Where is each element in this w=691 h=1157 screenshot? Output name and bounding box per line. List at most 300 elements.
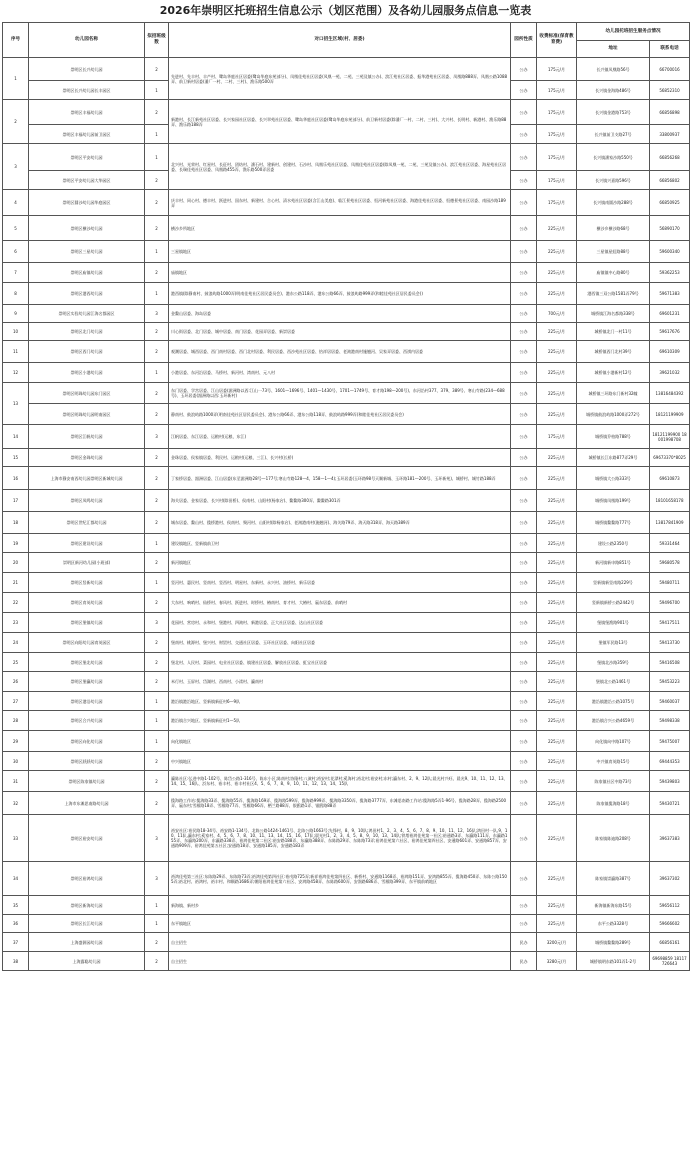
header-no: 序号	[3, 23, 29, 58]
row-number: 8	[3, 283, 29, 305]
school-type: 公办	[511, 58, 537, 81]
service-phone: 59666602	[650, 915, 690, 933]
service-phone: 59453223	[650, 672, 690, 692]
table-row	[3, 58, 690, 81]
row-number: 1	[3, 58, 29, 100]
school-type: 公办	[511, 915, 537, 933]
school-type: 公办	[511, 449, 537, 467]
service-phone: 59480711	[650, 573, 690, 593]
school-type: 公办	[511, 534, 537, 553]
service-address: 竖新镇新竖南路229号	[577, 573, 650, 593]
enrollment-area: 川心街居委、北门居委、城中居委、南门居委、花园弄居委、新崇居委	[169, 323, 511, 341]
school-type: 公办	[511, 100, 537, 125]
school-type: 公办	[511, 383, 537, 404]
school-type: 民办	[511, 933, 537, 952]
school-type: 公办	[511, 593, 537, 613]
service-phone: 69673370*8025	[650, 449, 690, 467]
enrollment-area: 自主招生	[169, 952, 511, 971]
table-row	[3, 771, 690, 792]
class-count: 2	[145, 263, 169, 283]
table-row	[3, 752, 690, 771]
service-address: 城桥镇小港新村12号	[577, 363, 650, 383]
kindergarten-name: 崇明区跃跃幼儿园	[29, 752, 145, 771]
fee: 225元/月	[537, 752, 577, 771]
kindergarten-name: 崇明区裕安幼儿园	[29, 815, 145, 862]
class-count: 2	[145, 58, 169, 81]
fee: 3280元/月	[537, 952, 577, 971]
fee: 225元/月	[537, 862, 577, 896]
school-type: 公办	[511, 241, 537, 263]
table-row	[3, 815, 690, 862]
kindergarten-name: 上海市静安南西幼儿园崇明区新城幼儿园	[29, 467, 145, 490]
row-number: 34	[3, 862, 29, 896]
school-type: 公办	[511, 613, 537, 633]
service-phone: 66856161	[650, 933, 690, 952]
fee: 225元/月	[537, 216, 577, 241]
table-row	[3, 711, 690, 731]
class-count: 3	[145, 862, 169, 896]
kindergarten-name: 崇明区堡瀛幼儿园	[29, 672, 145, 692]
table-row	[3, 672, 690, 692]
service-phone: 69610873	[650, 467, 690, 490]
table-row	[3, 100, 690, 125]
service-address: 陈家镇社区中路73号	[577, 771, 650, 792]
class-count: 3	[145, 613, 169, 633]
kindergarten-name: 崇明区庙镇幼儿园	[29, 263, 145, 283]
service-phone: 56852310	[650, 81, 690, 100]
enrollment-area: 堡北村、人民村、菜园村、电业社区居委、镇建社区居委、解放社区居委、虹宝社区居委	[169, 653, 511, 672]
service-address: 城桥镇大公路333号	[577, 467, 650, 490]
class-count: 3	[145, 815, 169, 862]
service-phone: 59460037	[650, 692, 690, 711]
service-address: 陈家镇陈迪路208号	[577, 815, 650, 862]
enrollment-area: 中兴镇地区	[169, 752, 511, 771]
service-address: 城桥镇江海名都路338号	[577, 305, 650, 323]
enrollment-area: 新河镇地区	[169, 553, 511, 573]
fee: 175元/月	[537, 190, 577, 216]
service-address: 中兴镇育英路15号	[577, 752, 650, 771]
fee: 225元/月	[537, 490, 577, 512]
service-phone: 13817841909	[650, 512, 690, 534]
class-count: 1	[145, 144, 169, 171]
kindergarten-name: 上海露聪幼儿园	[29, 952, 145, 971]
enrollment-area: 先进村、先丰村、丰产村、鹭岛华庭社区居委(鹭岛华庭东苑部分)、凤凰佳苑社区居委(凤凰一苑、二苑、三苑及镇公办)、滨江苑社区居委、振华港苑社区居委、凤凰路888弄、凤凰公路1088弄、前卫新村居委(潘厂一村、二村、三村)、渔乐路500弄	[169, 58, 511, 100]
kindergarten-name: 崇明区明珠幼儿园明南园区	[29, 404, 145, 425]
service-address: 城桥镇鼓浪屿路1000弄272号	[577, 404, 650, 425]
service-address: 横沙乡横沙路68号	[577, 216, 650, 241]
kindergarten-name: 崇明区堡北幼儿园	[29, 653, 145, 672]
service-address: 港沿镇合兴公路4659号	[577, 711, 650, 731]
kindergarten-table	[2, 22, 690, 971]
service-address: 长兴镇金海路486号	[577, 81, 650, 100]
kindergarten-name: 崇明区长江幼儿园	[29, 915, 145, 933]
fee: 225元/月	[537, 771, 577, 792]
header-name: 幼儿园名称	[29, 23, 145, 58]
enrollment-area: 三星镇地区	[169, 241, 511, 263]
class-count: 1	[145, 125, 169, 144]
row-number: 36	[3, 915, 29, 933]
row-number: 5	[3, 216, 29, 241]
school-type: 公办	[511, 190, 537, 216]
row-number: 11	[3, 341, 29, 363]
service-address: 向化镇向中路107号	[577, 731, 650, 752]
fee: 225元/月	[537, 573, 577, 593]
kindergarten-name: 崇明区裕鸿幼儿园	[29, 862, 145, 896]
service-address: 长兴镇凤凰路56号	[577, 58, 650, 81]
service-phone: 39621032	[650, 363, 690, 383]
kindergarten-name: 崇明区陈家镇幼儿园	[29, 771, 145, 792]
class-count: 3	[145, 305, 169, 323]
row-number: 28	[3, 711, 29, 731]
fee: 175元/月	[537, 58, 577, 81]
fee: 225元/月	[537, 383, 577, 404]
enrollment-area: 大东村、响哨村、仙桥村、春风村、跃进村、时桥村、椿南村、育才村、大椿村、嬴东居委、前哨村	[169, 593, 511, 613]
enrollment-area: 丁家桥居委、湄洲居委、江山居委(东至湄洲路28号—177号;寒山寺路128—4、158—1—4);玉环居委(玉环路98号天顺新城、玉环路181—200号、玉环新苑)、城桥村、城竹路188弄	[169, 467, 511, 490]
service-phone: 59496700	[650, 593, 690, 613]
service-address: 三星镇星虹路88号	[577, 241, 650, 263]
row-number: 22	[3, 593, 29, 613]
kindergarten-name: 崇明区金珠幼儿园	[29, 449, 145, 467]
service-address: 城桥镇鳌鳌路777号	[577, 512, 650, 534]
service-phone: 59413730	[650, 633, 690, 653]
enrollment-area: 瀛陈社区:弘进中路1-102号、陈岱公路1-316号、陈东小区;陈南村;协隆村;八滧村;裕安村;花漂村;奚海村;裕北村;裕安村;东村;瀛东村、2、9、12队;晨光村兴旺、晨光9、10、11、12、13、14、15、16队、浜东村、裕丰村、裕丰村社区4、5、6、7、8、9、10、11、12、13、14、15队	[169, 771, 511, 792]
enrollment-area: 自主招生	[169, 933, 511, 952]
table-row	[3, 692, 690, 711]
table-row	[3, 216, 690, 241]
fee: 225元/月	[537, 512, 577, 534]
class-count: 1	[145, 534, 169, 553]
fee: 225元/月	[537, 731, 577, 752]
fee: 225元/月	[537, 241, 577, 263]
service-phone: 39637383	[650, 815, 690, 862]
class-count: 2	[145, 792, 169, 815]
kindergarten-name: 崇明区堡镇幼儿园	[29, 613, 145, 633]
enrollment-area: 港沿镇合兴地区、竖新镇新征村1—5队	[169, 711, 511, 731]
service-phone: 59671383	[650, 283, 690, 305]
table-header	[3, 23, 690, 58]
service-phone: 66856802	[650, 171, 690, 190]
kindergarten-name: 崇明区小港幼儿园	[29, 363, 145, 383]
table-row	[3, 190, 690, 216]
school-type: 公办	[511, 425, 537, 449]
class-count: 1	[145, 81, 169, 100]
enrollment-area: 江帆居委、东江居委、运粮村(运粮、东江)	[169, 425, 511, 449]
fee: 225元/月	[537, 653, 577, 672]
table-row	[3, 653, 690, 672]
row-number: 2	[3, 100, 29, 144]
class-count: 2	[145, 341, 169, 363]
service-address: 长兴镇前卫支路27号	[577, 125, 650, 144]
table-row	[3, 573, 690, 593]
school-type: 公办	[511, 731, 537, 752]
kindergarten-name: 崇明区北门幼儿园	[29, 323, 145, 341]
enrollment-area: 城东居委、鳌山村、揽桥港村、侯南村、聚河村、山阳村(除杨家宕)、老滧港南村(施翘河)、海关路79弄、海天路318弄、海天路389弄	[169, 512, 511, 534]
enrollment-area: 东门居委、学宫居委、江山居委(湄洲路以西:江山一73号、1601—1696号、1401—1430号、1701—1749号、育才路198—200号)、东河沿村377、379、389号、寒山寺路(234—688号)、玉环居委(湄洲路以西:玉环新村)	[169, 383, 511, 404]
table-row	[3, 144, 690, 171]
service-phone: 66856268	[650, 144, 690, 171]
header-area: 对口招生区域(村、居委)	[169, 23, 511, 58]
service-phone: 59656112	[650, 896, 690, 915]
class-count: 2	[145, 323, 169, 341]
kindergarten-name: 崇明区平安幼儿园	[29, 144, 145, 171]
fee: 225元/月	[537, 896, 577, 915]
service-address: 城桥镇乔柏路788号	[577, 425, 650, 449]
class-count: 2	[145, 512, 169, 534]
school-type: 公办	[511, 216, 537, 241]
fee: 225元/月	[537, 263, 577, 283]
service-address: 城桥镇鳌鳌路289号	[577, 933, 650, 952]
service-phone: 59331464	[650, 534, 690, 553]
service-phone: 33800937	[650, 125, 690, 144]
school-type: 公办	[511, 490, 537, 512]
row-number: 10	[3, 323, 29, 341]
table-row	[3, 263, 690, 283]
table-row	[3, 952, 690, 971]
row-number: 21	[3, 573, 29, 593]
kindergarten-name: 崇明区凤鸣幼儿园	[29, 490, 145, 512]
enrollment-area: 建设镇地区、竖新镇前卫村	[169, 534, 511, 553]
row-number: 30	[3, 752, 29, 771]
service-phone: 18101658178	[650, 490, 690, 512]
service-address: 堡镇北沙路359号	[577, 653, 650, 672]
class-count: 2	[145, 449, 169, 467]
school-type: 公办	[511, 653, 537, 672]
class-count: 2	[145, 593, 169, 613]
enrollment-area: 小港居委、东河沿居委、马桥村、新河村、湾南村、元八村	[169, 363, 511, 383]
kindergarten-name: 崇明区丰福幼儿园	[29, 100, 145, 125]
table-row	[3, 404, 690, 425]
table-row	[3, 633, 690, 653]
fee: 225元/月	[537, 613, 577, 633]
row-number: 4	[3, 190, 29, 216]
service-address: 东平公路3328号	[577, 915, 650, 933]
kindergarten-name: 崇明区港沿幼儿园	[29, 692, 145, 711]
school-type: 公办	[511, 305, 537, 323]
enrollment-area: 北兴村、光荣村、红星村、长征村、团结村、潘石村、建新村、创建村、石沙村、凤凰乐苑社区居委、凤凰佳苑社区居委(除凤凰一苑、二苑、三苑及镇公办)、滨江苑社区居委、海星苑社区居委、长瑞佳苑社区居委、凤凰路455弄、渔乐路500弄居委	[169, 144, 511, 190]
enrollment-area: 东平镇地区	[169, 915, 511, 933]
school-type: 公办	[511, 171, 537, 190]
service-phone: 69610309	[650, 341, 690, 363]
kindergarten-name: 崇明区世纪汇都幼儿园	[29, 512, 145, 534]
row-number: 13	[3, 383, 29, 425]
row-number: 24	[3, 633, 29, 653]
class-count: 1	[145, 731, 169, 752]
service-address: 长兴镇南圆沙路288号	[577, 190, 650, 216]
service-phone: 59617676	[650, 323, 690, 341]
enrollment-area: 裕鸿佳苑第三社区:东陈路29弄、东陈路73弄;裕鸿佳苑第四社区:裕戌路725弄;新祥裕鸿佳苑第四社区、新桥村、安通路1168弄、裕鸿路151弄、安鸿路855弄、揽海路450弄、东陈公路1505弄;裕北村、裕鸿村、裕丰村、和顺路1686弄;朝阳裕鸿佳苑第六社区、安鸿路458弄、东陈路600弄、安润路686弄、雪雁路399弄、东平镇前哨地区	[169, 862, 511, 896]
row-number: 38	[3, 952, 29, 971]
class-count: 2	[145, 952, 169, 971]
fee: 225元/月	[537, 449, 577, 467]
service-phone: 56890170	[650, 216, 690, 241]
table-row	[3, 363, 690, 383]
row-number: 33	[3, 815, 29, 862]
fee: 225元/月	[537, 404, 577, 425]
fee: 175元/月	[537, 81, 577, 100]
enrollment-area: 向化镇地区	[169, 731, 511, 752]
table-row	[3, 383, 690, 404]
school-type: 公办	[511, 862, 537, 896]
class-count: 1	[145, 896, 169, 915]
kindergarten-name: 崇明区平安幼儿园大华园区	[29, 171, 145, 190]
service-address: 长兴镇金港路753号	[577, 100, 650, 125]
class-count: 2	[145, 190, 169, 216]
service-phone: 66856898	[650, 100, 690, 125]
table-row	[3, 467, 690, 490]
class-count: 2	[145, 752, 169, 771]
service-address: 新海镇新海东路15号	[577, 896, 650, 915]
row-number: 16	[3, 467, 29, 490]
school-type: 公办	[511, 711, 537, 731]
class-count: 2	[145, 216, 169, 241]
kindergarten-name: 崇明区港西幼儿园	[29, 283, 145, 305]
school-type: 公办	[511, 404, 537, 425]
kindergarten-name: 崇明区向阳幼儿园育英园区	[29, 633, 145, 653]
kindergarten-name: 上海市东滩思南路幼儿园	[29, 792, 145, 815]
fee: 225元/月	[537, 283, 577, 305]
row-number: 31	[3, 771, 29, 792]
kindergarten-name: 崇明区江帆幼儿园	[29, 425, 145, 449]
enrollment-area: 揽海路工作站:揽海路33弄、揽海路55弄、揽海路169弄、揽海路599弄、揽海路999弄、揽海路3350弄、揽海路3777弄、东滩思南路工作站:揽海路5弄1-96号、揽海路28弄、揽海路2500弄、嬴东村;雪雁路18弄、雪雁路77弄、雪雁路66弄、栖兰路88弄、银鸥路1弄、银鸥路88弄	[169, 792, 511, 815]
row-number: 29	[3, 731, 29, 752]
service-phone: 69698859 18117726643	[650, 952, 690, 971]
row-number: 32	[3, 792, 29, 815]
service-address: 庙镇镇中心路80号	[577, 263, 650, 283]
table-row	[3, 915, 690, 933]
service-address: 城桥镇明东路101弄1-2号	[577, 952, 650, 971]
school-type: 公办	[511, 672, 537, 692]
class-count: 2	[145, 490, 169, 512]
row-number: 3	[3, 144, 29, 190]
fee: 225元/月	[537, 711, 577, 731]
kindergarten-name: 崇明区实验幼儿园江海名都园区	[29, 305, 145, 323]
enrollment-area: 港沿镇港沿地区、竖新镇新征村6—9队	[169, 692, 511, 711]
service-address: 竖新镇新桥公路2442号	[577, 593, 650, 613]
row-number: 18	[3, 512, 29, 534]
service-phone: 59439803	[650, 771, 690, 792]
table-row	[3, 896, 690, 915]
service-phone: 66850925	[650, 190, 690, 216]
kindergarten-name: 崇明区长兴幼儿园	[29, 58, 145, 81]
enrollment-area: 花园村、营房村、永和村、堡港村、四滧村、新港居委、正大社区居委、达山社区居委	[169, 613, 511, 633]
enrollment-area: 裕安社区:裕民路18-34号、裕安路1-134号、北陈公路1424-1461号、北陈公路1663号;先锋村、8、9、10队;鸿田村1、2、3、4、5、6、7、8、9、10、11、12、16队;鸿田村一队,9、10、11队,瀛东村;奚家村、4、5、6、7、8、10、11、13、14、15、16、17队;晨光村1、2、3、4、5、8、9、10、13、14队;铁塔裕鸿佳苑第一社区;裕通路3弄、东瀛路111弄、东瀛路155弄、东瀛路200弄、东瀛路338弄、裕鸿佳苑第二社区:裕安路188弄、东瀛路388弄、东陈路29弄、东陈路73弄;裕鸿佳苑第六社区、裕鸿佳苑第四社区、安通路601弄、安通路857弄、安通路909弄、裕鸿佳苑第五社区;安通路18弄、安通路185弄、安通路183弄	[169, 815, 511, 862]
class-count: 1	[145, 915, 169, 933]
enrollment-area: 观潮居委、城西居委、西门南村居委、西门北村居委、利民居委、西沙苑社区居委、怡祥居居委、老滧港南村施翘河、吴家弄居委、西祺内居委	[169, 341, 511, 363]
table-body	[3, 58, 690, 971]
header-service: 幼儿园托班招生服务点情况	[577, 23, 690, 41]
header-type: 园所性质	[511, 23, 537, 58]
service-address: 城桥镇西门北村39号	[577, 341, 650, 363]
enrollment-area: 庙镇地区	[169, 263, 511, 283]
row-number: 23	[3, 613, 29, 633]
service-address: 堡镇军民路13号	[577, 633, 650, 653]
row-number: 15	[3, 449, 29, 467]
row-number: 20	[3, 553, 29, 573]
header-fee: 收费标准(保育教育费)	[537, 23, 577, 58]
table-row	[3, 341, 690, 363]
service-phone: 59416508	[650, 653, 690, 672]
service-address: 新河镇新申路851号	[577, 553, 650, 573]
service-address: 堡镇堡渔路901号	[577, 613, 650, 633]
kindergarten-name: 崇明区竖新幼儿园	[29, 573, 145, 593]
fee: 175元/月	[537, 125, 577, 144]
class-count: 2	[145, 633, 169, 653]
table-row	[3, 731, 690, 752]
service-address: 长兴镇兴嘉路596号	[577, 171, 650, 190]
table-row	[3, 449, 690, 467]
class-count: 1	[145, 692, 169, 711]
fee: 225元/月	[537, 692, 577, 711]
header-classes: 拟招班级数	[145, 23, 169, 58]
table-row	[3, 425, 690, 449]
school-type: 公办	[511, 363, 537, 383]
school-type: 公办	[511, 896, 537, 915]
kindergarten-name: 崇明区圆沙幼儿园华庭园区	[29, 190, 145, 216]
header-phone: 联系电话	[650, 41, 690, 58]
fee: 175元/月	[537, 425, 577, 449]
kindergarten-name: 崇明区育英幼儿园	[29, 593, 145, 613]
school-type: 公办	[511, 323, 537, 341]
row-number: 6	[3, 241, 29, 263]
kindergarten-name: 崇明区长兴幼儿园长丰园区	[29, 81, 145, 100]
service-address: 城桥镇长江东路877弄29号	[577, 449, 650, 467]
school-type: 公办	[511, 692, 537, 711]
table-row	[3, 534, 690, 553]
table-row	[3, 241, 690, 263]
kindergarten-name: 崇明区新河幼儿园(小班部)	[29, 553, 145, 573]
service-phone: 13816484392	[650, 383, 690, 404]
kindergarten-name: 崇明区横沙幼儿园	[29, 216, 145, 241]
table-row	[3, 323, 690, 341]
school-type: 公办	[511, 752, 537, 771]
school-type: 公办	[511, 125, 537, 144]
kindergarten-name: 崇明区丰福幼儿园前卫园区	[29, 125, 145, 144]
service-address: 城桥镇三环路东门新村32幢	[577, 383, 650, 404]
fee: 225元/月	[537, 633, 577, 653]
fee: 225元/月	[537, 672, 577, 692]
row-number: 37	[3, 933, 29, 952]
enrollment-area: 横沙乡所地区	[169, 216, 511, 241]
enrollment-area: 港西镇(除静南村、鼓浪屿路1000弄(明南佳苑社区居民委员会)、港东公路118弄、港东公路66弄、鼓浪屿路999弄(和睦佳苑社区居民委员会))	[169, 283, 511, 305]
class-count: 2	[145, 171, 169, 190]
service-address: 城桥镇凤凰路199号	[577, 490, 650, 512]
service-address: 建设公路2350号	[577, 534, 650, 553]
row-number: 9	[3, 305, 29, 323]
service-address: 陈家镇崇瀛路387号	[577, 862, 650, 896]
service-address: 堡镇北公路1461号	[577, 672, 650, 692]
fee: 225元/月	[537, 792, 577, 815]
class-count: 1	[145, 711, 169, 731]
service-phone: 59362253	[650, 263, 690, 283]
fee: 225元/月	[537, 815, 577, 862]
enrollment-area: 海关居委、金家居委、长兴村(除田桥)、侯南村、山阳村(杨家宕)、鳌鳌路300弄、鳌鳌路301弄	[169, 490, 511, 512]
enrollment-area: 新海镇、新村乡	[169, 896, 511, 915]
kindergarten-name: 崇明区新海幼儿园	[29, 896, 145, 915]
fee: 225元/月	[537, 323, 577, 341]
service-phone: 59680578	[650, 553, 690, 573]
class-count: 1	[145, 363, 169, 383]
school-type: 公办	[511, 573, 537, 593]
school-type: 公办	[511, 815, 537, 862]
kindergarten-name: 崇明区合兴幼儿园	[29, 711, 145, 731]
table-row	[3, 553, 690, 573]
header-address: 地址	[577, 41, 650, 58]
row-number: 14	[3, 425, 29, 449]
school-type: 民办	[511, 952, 537, 971]
class-count: 2	[145, 100, 169, 125]
fee: 175元/月	[537, 171, 577, 190]
service-phone: 18121199900 18001998708	[650, 425, 690, 449]
